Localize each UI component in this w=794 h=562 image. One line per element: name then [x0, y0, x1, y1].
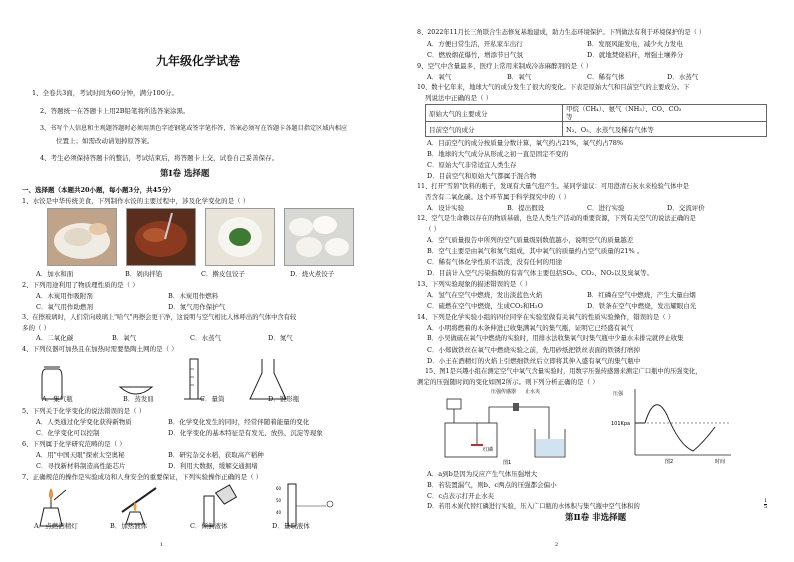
- part2-title: 第Ⅱ卷 非选择题: [565, 513, 627, 523]
- q3-option-a: A．二氧化碳: [36, 334, 74, 342]
- page-number-1: 1: [160, 542, 164, 548]
- table-cell-line: 等: [566, 113, 573, 121]
- question-10-cont: 列说法中正确的是（ ）: [425, 94, 493, 102]
- q5-option-c: C．化学变化可以控制: [36, 429, 100, 437]
- q7-option-c: C．倾倒液体: [190, 522, 228, 530]
- measuring-liquid-icon: [276, 484, 333, 526]
- question-3: 3、在擦玻璃时，人们常向玻璃上"哈气"再擦会更干净，这说明与空气相比人体呼出的气体中含有较: [22, 314, 297, 321]
- q8-option-b: B．发展风能发电，减少火力发电: [587, 40, 683, 48]
- tube-icon: [489, 407, 549, 443]
- q7-option-d: D．量取液体: [272, 522, 310, 530]
- note-3: 3、书写个人信息和主观题答题时必须用黑色字迹钢笔或签字笔作答，答案必须写在答题卡各题目指定区域内相应: [40, 125, 348, 132]
- q12-option-d: D．目前计入空气污染指数的有害气体主要包括SO₂、CO₂、NO₂以及臭氧等。: [427, 269, 654, 277]
- q6-option-b: B．研究杂交水稻，获取高产稻种: [168, 451, 264, 459]
- beaker-icon: [535, 429, 565, 457]
- q13-option-c: C．硫燃在空气中燃烧，生成CO₂和H₂O: [427, 302, 543, 310]
- part1-title: 第Ⅰ卷 选择题: [160, 169, 210, 179]
- question-6: 6、下列属于化学研究范畴的是（ ）: [22, 440, 126, 448]
- fig1-caption: 图1: [503, 460, 512, 465]
- question-3-cont: 多的（ ）: [22, 324, 51, 332]
- table-row: [426, 105, 767, 122]
- question-13: 13、下列实验现象的描述错误的是（ ）: [417, 280, 532, 288]
- fraction-denominator: 5: [764, 504, 768, 510]
- q10-option-b: B．地球的大气成分从形成之初一直是固定不变的: [427, 150, 569, 158]
- q10-option-d: D．目前空气和原始大气都属于混合物: [427, 172, 537, 180]
- question-11: 11、打开"雪碧"饮料的瓶子，发现有大量气泡产生。某同学建议：可用澄清石灰水来检验气体中是: [417, 183, 689, 190]
- q6-option-d: D．利用大数据，缓解交通拥堵: [168, 462, 258, 470]
- note-2: 2、答题统一在答题卡上用2B铅笔将所选答案涂黑。: [40, 107, 190, 115]
- pressure-sensor-icon: [447, 399, 461, 423]
- q6-option-a: A．用"中国天眼"探索太空奥秘: [36, 451, 125, 459]
- question-15: 15、图1是兴趣小组在测定空气中氧气含量实验时，用数字压强传感器来测定广口瓶中的压强变化，: [425, 368, 702, 375]
- q9-option-a: A．氧气: [427, 73, 452, 81]
- clamp-icon: [513, 403, 519, 411]
- q2-option-c: C．氧气用作助燃剂: [36, 303, 93, 311]
- note-3-cont: 位置上；如需改动请划掉原答案。: [56, 137, 154, 145]
- q15-option-a: A．a到b是因为反应产生气体压强增大: [427, 470, 538, 478]
- svg-text:50: 50: [276, 498, 282, 503]
- q12-option-b: B．空气主要是由氧气和氮气组成，其中氧气的质量约占空气质量的21% 。: [427, 247, 644, 255]
- q10-option-c: C．原始大气非常适宜人类生存: [427, 161, 517, 169]
- table-cell: N₂、O₂、水蒸气及稀有气体等: [563, 122, 767, 137]
- dough-photo: [47, 208, 117, 266]
- table-cell: 原始大气的主要成分: [426, 105, 563, 122]
- q1-option-c: C．擀皮包饺子: [201, 270, 245, 278]
- q11-option-a: A．设计实验: [427, 204, 465, 212]
- q5-option-b: B．化学变化发生的同时，经常伴随着能量的变化: [168, 418, 310, 426]
- svg-text:40: 40: [276, 510, 282, 515]
- pouring-liquid-icon: [204, 485, 236, 526]
- q13-option-b: B．红磷在空气中燃烧，产生大量白烟: [587, 291, 696, 299]
- fraction-numerator: 1: [764, 498, 768, 504]
- q2-option-a: A．木炭用作吸附剂: [36, 292, 93, 300]
- q11-option-b: B．提出假设: [507, 204, 545, 212]
- question-7: 7、正确规范的操作是实验成功和人身安全的重要保证，下列实验操作正确的是（ ）: [22, 473, 263, 481]
- q14-option-b: B．小吴做硫在氧气中燃烧的实验时，用排水法收集氧气时集气瓶中少量水未排完就停止收集: [427, 335, 684, 342]
- fig2-ylabel: 压强: [613, 391, 624, 397]
- q14-option-d: D．小王在酒精灯的火焰上引燃细铁丝后立即将其伸入盛有氧气的集气瓶中: [427, 357, 641, 365]
- table-cell-line: 甲烷（CH₄）、氨气（NH₃）、CO、CO₂: [566, 105, 682, 113]
- q8-option-a: A．方便日常生活，开私家车出行: [427, 40, 523, 48]
- evaporating-dish-icon: [120, 387, 152, 394]
- question-12-cont: （ ）: [425, 225, 441, 233]
- fig1-clamp-label: 止水夹: [525, 389, 541, 395]
- q5-option-a: A．人类通过化学变化获得新物质: [36, 418, 132, 426]
- fig1-sensor-label: 压强传感器: [491, 389, 517, 395]
- q12-option-c: C．稀有气体化学性质不活泼，没有任何的用途: [427, 258, 562, 266]
- q8-option-d: D．就地焚烧秸秆，增强土壤养分: [587, 51, 684, 59]
- q2-option-d: D．氮气用作保护气: [168, 303, 226, 311]
- q13-option-a: A．氢气在空气中燃烧，发出淡蓝色火焰: [427, 291, 543, 299]
- graduated-cylinder-icon: [184, 359, 204, 399]
- q5-option-d: D．化学变化的基本特征是有发光、放热、沉淀等现象: [168, 429, 323, 437]
- fig2-caption: 图2: [665, 459, 674, 465]
- q9-option-c: C．稀有气体: [587, 73, 625, 81]
- note-4: 4、考生必须保持答题卡的整洁，考试结束后，将答题卡上交，试卷自己妥善保存。: [40, 154, 279, 162]
- question-10: 10、数十亿年来，地球大气的成分发生了很大的变化。下表是原始大气和目前空气的主要成分。下: [417, 84, 690, 91]
- question-5: 5、下列关于化学变化的说法错误的是（ ）: [22, 407, 146, 415]
- q6-option-c: C．寻找新材料制造高性能芯片: [36, 462, 126, 470]
- q8-option-c: C．燃放烟花爆竹，增添节日气氛: [427, 51, 523, 59]
- meat-image: [127, 209, 195, 265]
- q3-option-d: D．氮气: [268, 334, 293, 342]
- question-12: 12、空气是生命赖以存在的物质基础，也是人类生产活动的重要资源，下列有关空气的说法正确的是: [417, 215, 696, 222]
- question-1: 1、水饺是中华传统美食，下列制作水饺的主要过程中，涉及化学变化的是（ ）: [22, 197, 250, 205]
- wrapping-photo: [205, 208, 275, 266]
- exam-title: 九年级化学试卷: [156, 54, 241, 68]
- q11-option-d: D．交流评价: [667, 204, 705, 212]
- fraction-one-fifth: [764, 499, 767, 510]
- fig2-xlabel: 时间: [715, 459, 726, 465]
- meat-filling-photo: [126, 208, 196, 266]
- question-9: 9、空气中含量最多，医疗上常用来制成冷冻麻醉剂的是（ ）: [417, 62, 593, 70]
- note-1: 1、全卷共3面，考试时间为60分钟，满分100分。: [32, 89, 178, 97]
- q14-option-a: A．小明将燃着的木条伸进已收集满氧气的集气瓶，证明它已经盛有氧气: [427, 324, 634, 332]
- section1-heading: 一、选择题（本题共20小题，每小题3分，共45分）: [22, 186, 175, 194]
- q1-option-b: B．剁肉拌馅: [125, 270, 163, 278]
- question-8: 8、2022年11月长三角联合生态修复基地建成，助力生态环境保护。下列做法有利于环境保护的是（ ）: [417, 29, 706, 36]
- q12-option-a: A．空气质量报告中所列的空气质量级别数值越小，说明空气的质量越差: [427, 236, 634, 244]
- question-15-cont: 测定的压强随时间的变化如图2所示。则下列分析正确的是（ ）: [417, 378, 599, 386]
- q13-option-d: D．铁条在空气中燃烧，发出耀眼白光: [587, 302, 697, 310]
- dumplings-image: [285, 209, 353, 265]
- q14-option-c: C．小郑做铁丝在氧气中燃烧实验之前，先用砂纸把铁丝表面的铁锈打磨掉: [427, 346, 640, 354]
- q7-option-b: B．加热液体: [110, 522, 148, 530]
- exam-page-2: [397, 0, 794, 562]
- q4-option-b: B．蒸发皿: [123, 395, 154, 403]
- conical-flask-icon: [250, 359, 286, 399]
- fig1-phosphorus-label: 红磷: [483, 447, 494, 453]
- figure-1-apparatus: [437, 385, 587, 465]
- question-11-cont: 否含有二氧化碳。这个环节属于科学探究中的（ ）: [425, 193, 571, 201]
- q15-option-b: B．若装置漏气，则b、c两点的压强都会偏小: [427, 481, 557, 489]
- heating-liquid-icon: [122, 488, 156, 524]
- question-4: 4、下列仪器可加热且在加热时需要垫陶土网的是（ ）: [22, 345, 178, 353]
- q4-option-c: C．量筒: [200, 395, 225, 403]
- fig2-p0: 101Kpa: [611, 421, 631, 427]
- q3-option-b: B．氧气: [112, 334, 137, 342]
- figure-2-pressure-curve: [611, 385, 761, 465]
- q9-option-d: D．水蒸气: [667, 73, 699, 81]
- q4-option-a: A．集气瓶: [42, 395, 73, 403]
- q1-option-a: A．加水和面: [36, 270, 74, 278]
- q15-option-d: D．若用木炭代替红磷进行实验，压入广口瓶的水体积与集气瓶中空气体积的: [427, 503, 640, 510]
- q11-option-c: C．进行实验: [587, 204, 625, 212]
- q1-option-d: D．烧火煮饺子: [290, 270, 335, 278]
- wrapping-image: [206, 209, 274, 265]
- q10-option-a: A．目前空气的成分按质量分数计算，氧气约占21%，氧气约占78%: [427, 139, 624, 147]
- table-row: [426, 122, 767, 137]
- q4-option-d: D．锥形瓶: [268, 395, 300, 403]
- pressure-curve: [635, 405, 715, 451]
- q9-option-b: B．氧气: [507, 73, 532, 81]
- svg-text:60: 60: [276, 486, 282, 491]
- q2-option-b: B．木炭用作燃料: [168, 292, 219, 300]
- table-cell: 目前空气的成分: [426, 122, 563, 137]
- q15-option-c: C．c点表示打开止水夹: [427, 492, 495, 500]
- atmosphere-table: [425, 104, 767, 137]
- question-2: 2、下列用途利用了物质理性质的是（ ）: [22, 281, 139, 289]
- table-cell: [563, 105, 767, 122]
- q7-option-a: A．点燃酒精灯: [34, 522, 78, 530]
- question-14: 14、下列是化学实验小组的四位同学在实验室做有关氧气的性质实验操作，错误的是（ ）: [417, 313, 675, 321]
- dough-image: [48, 209, 116, 265]
- q3-option-c: C．水蒸气: [190, 334, 221, 342]
- page-number-2: 2: [555, 542, 559, 548]
- boiled-dumplings-photo: [284, 208, 354, 266]
